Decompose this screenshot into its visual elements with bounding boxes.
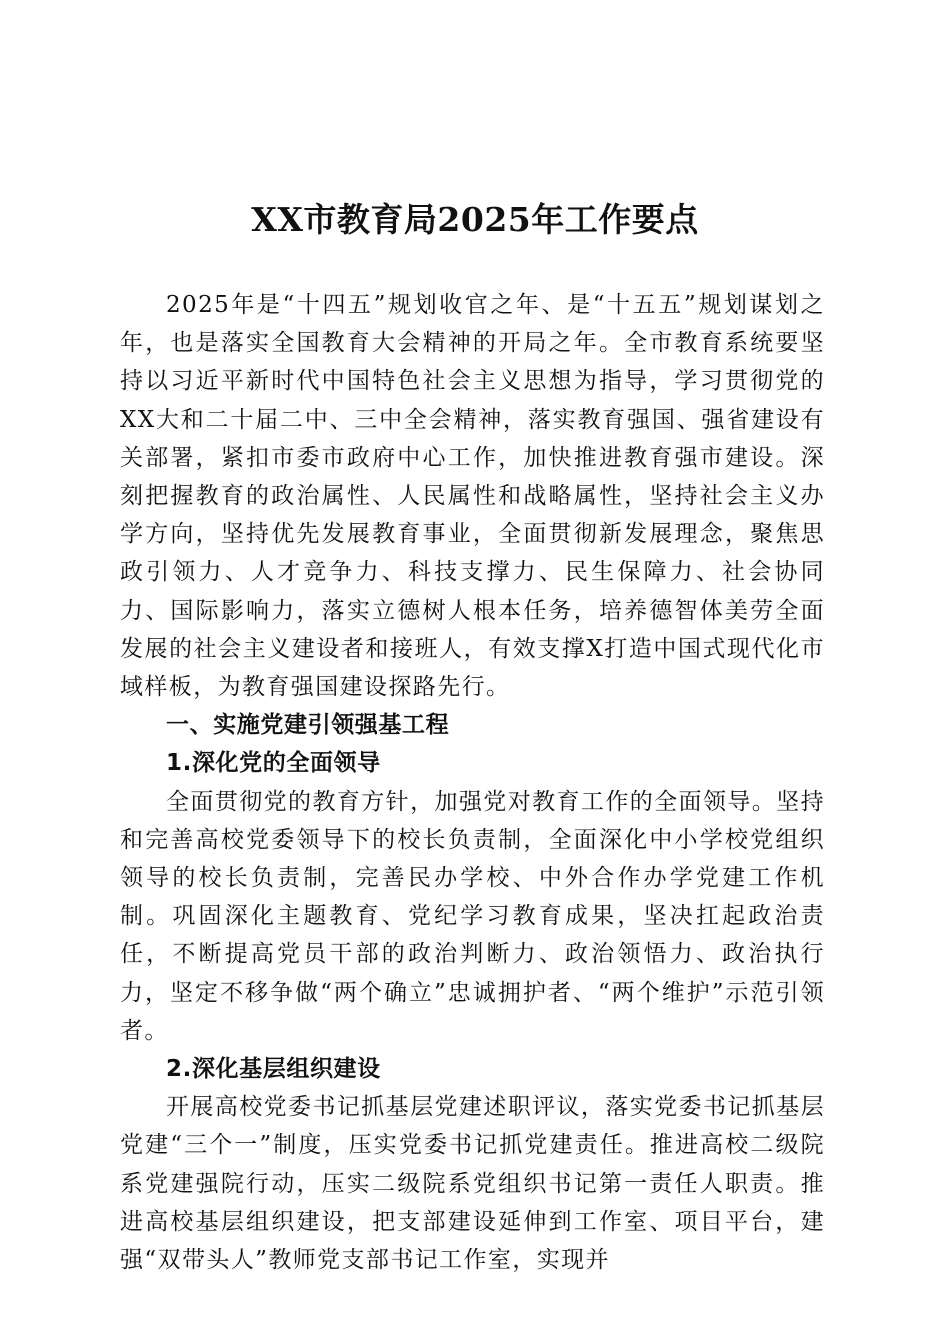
- subsection-2-paragraph: 开展高校党委书记抓基层党建述职评议，落实党委书记抓基层党建“三个一”制度，压实党委书记抓党建责任。推进高校二级院系党建强院行动，压实二级院系党组织书记第一责任人职责。推进高校基层组织建设，把支部建设延伸到工作室、项目平台，建强“双带头人”教师党支部书记工作室，实现并: [120, 1094, 825, 1274]
- document-title: XX市教育局2025年工作要点: [251, 200, 699, 239]
- document-body: [120, 286, 825, 1279]
- subsection-heading-2: 2.深化基层组织建设: [166, 1056, 381, 1083]
- subsection-heading-1: 1.深化党的全面领导: [166, 750, 381, 777]
- section-heading-1: 一、实施党建引领强基工程: [166, 712, 450, 739]
- subsection-1-paragraph: 全面贯彻党的教育方针，加强党对教育工作的全面领导。坚持和完善高校党委领导下的校长负责制，全面深化中小学校党组织领导的校长负责制，完善民办学校、中外合作办学党建工作机制。巩固深化主题教育、党纪学习教育成果，坚决扛起政治责任，不断提高党员干部的政治判断力、政治领悟力、政治执行力，坚定不移争做“两个确立”忠诚拥护者、“两个维护”示范引领者。: [120, 788, 825, 1044]
- intro-paragraph: 2025年是“十四五”规划收官之年、是“十五五”规划谋划之年，也是落实全国教育大会精神的开局之年。全市教育系统要坚持以习近平新时代中国特色社会主义思想为指导，学习贯彻党的XX大和二十届二中、三中全会精神，落实教育强国、强省建设有关部署，紧扣市委市政府中心工作，加快推进教育强市建设。深刻把握教育的政治属性、人民属性和战略属性，坚持社会主义办学方向，坚持优先发展教育事业，全面贯彻新发展理念，聚焦思政引领力、人才竞争力、科技支撑力、民生保障力、社会协同力、国际影响力，落实立德树人根本任务，培养德智体美劳全面发展的社会主义建设者和接班人，有效支撑X打造中国式现代化市域样板，为教育强国建设探路先行。: [120, 292, 825, 701]
